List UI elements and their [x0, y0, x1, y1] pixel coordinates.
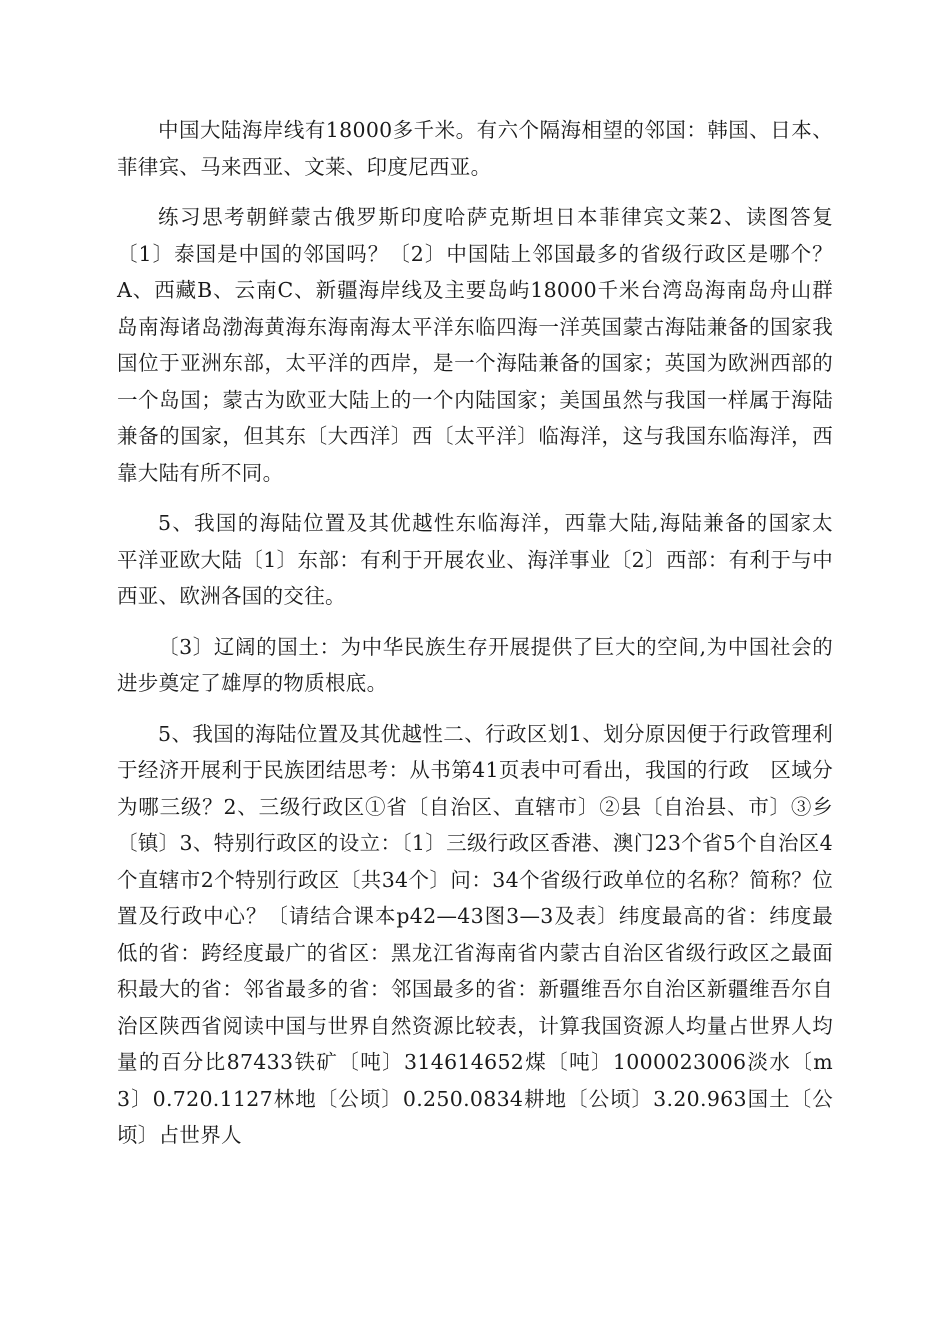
paragraph-sea-land-position: 5、我国的海陆位置及其优越性东临海洋，西靠大陆,海陆兼备的国家太 平洋亚欧大陆〔1〕东部：有利于开展农业、海洋事业〔2〕西部：有利于与中西亚、欧洲各国的交往。: [117, 511, 854, 608]
document-body: [117, 112, 854, 1167]
paragraph-territory: 〔3〕辽阔的国土：为中华民族生存开展提供了巨大的空间,为中国社会的进步奠定了雄厚的物质根底。: [117, 634, 833, 695]
paragraph-exercise: 练习思考朝鲜蒙古俄罗斯印度哈萨克斯坦日本菲律宾文莱2、读图答复〔1〕泰国是中国的邻国吗？〔2〕中国陆上邻国最多的省级行政区是哪个？A、西藏B、云南C、新疆海岸线及主要岛屿18000千米台湾岛海南岛舟山群岛南海诸岛渤海黄海东海南海太平洋东临四海一洋英国蒙古海陆兼备的国家我国位于亚洲东部，太平洋的西岸，是一个海陆兼备的国家；英国为欧洲西部的一个岛国；蒙古为欧亚大陆上的一个内陆国家；美国虽然与我国一样属于海陆兼备的国家，但其东〔大西洋〕西〔太平洋〕临海洋，这与我国东临海洋，西靠大陆有所不同。: [117, 205, 833, 485]
paragraph-coastline: 中国大陆海岸线有18000多千米。有六个隔海相望的邻国：韩国、日本、菲律宾、马来西亚、文莱、印度尼西亚。: [117, 118, 833, 179]
paragraph-administrative-division: 5、我国的海陆位置及其优越性二、行政区划1、划分原因便于行政管理利于经济开展利于民族团结思考：从书第41页表中可看出，我国的行政 区域分为哪三级？2、三级行政区①省〔自治区、直辖市〕②县〔自治县、市〕③乡〔镇〕3、特别行政区的设立：〔1〕三级行政区香港、澳门23个省5个自治区4个直辖市2个特别行政区〔共34个〕问：34个省级行政单位的名称？简称？位置及行政中心？〔请结合课本p42—43图3—3及表〕纬度最高的省：纬度最低的省：跨经度最广的省区：黑龙江省海南省内蒙古自治区省级行政区之最面积最大的省：邻省最多的省：邻国最多的省：新疆维吾尔自治区新疆维吾尔自治区陕西省阅读中国与世界自然资源比较表，计算我国资源人均量占世界人均量的百分比87433铁矿〔吨〕314614652煤〔吨〕1000023006淡水〔m3〕0.720.1127林地〔公顷〕0.250.0834耕地〔公顷〕3.20.963国土〔公顷〕占世界人: [117, 721, 833, 1147]
